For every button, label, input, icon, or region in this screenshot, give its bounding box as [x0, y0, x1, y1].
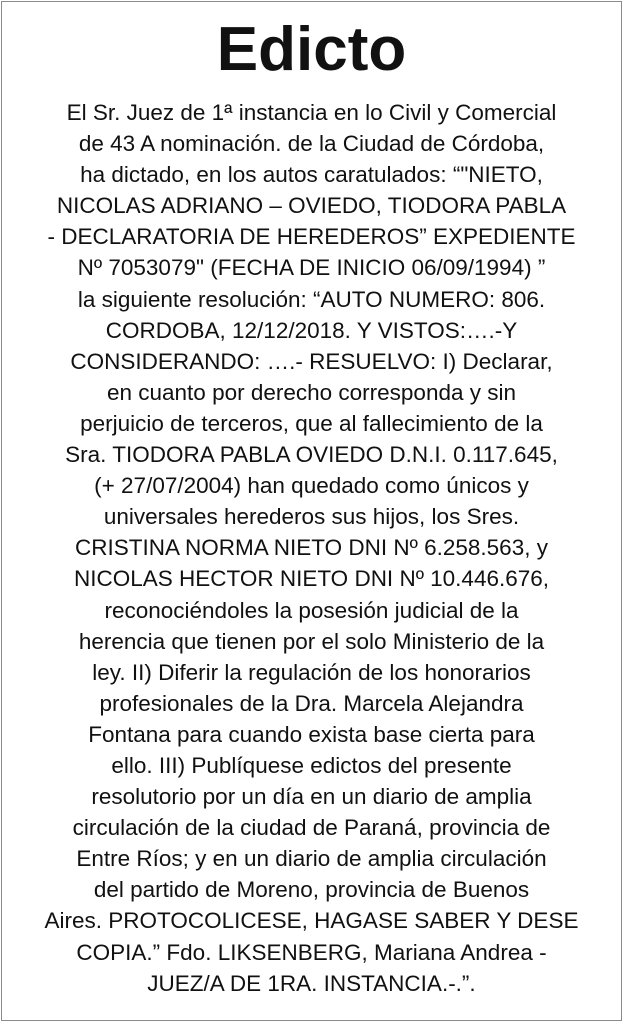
body-text-line: CONSIDERANDO: ….- RESUELVO: I) Declarar,: [70, 348, 553, 374]
document-title: Edicto: [216, 15, 407, 84]
body-text-line: - DECLARATORIA DE HEREDEROS” EXPEDIENTE: [47, 224, 576, 250]
body-text-line: CORDOBA, 12/12/2018. Y VISTOS:….-Y: [105, 317, 518, 343]
body-text-line: en cuanto por derecho corresponda y sin: [106, 379, 516, 405]
body-text-line: (+ 27/07/2004) han quedado como únicos y: [94, 473, 529, 499]
body-text-line: Fontana para cuando exista base cierta para: [88, 721, 535, 747]
body-text-line: resolutorio por un día en un diario de amplia: [91, 784, 532, 810]
body-text-line: Sra. TIODORA PABLA OVIEDO D.N.I. 0.117.645,: [65, 442, 558, 468]
body-text-line: la siguiente resolución: “AUTO NUMERO: 806.: [77, 286, 546, 312]
body-text-line: ley. II) Diferir la regulación de los honorarios: [92, 659, 531, 685]
body-text-line: profesionales de la Dra. Marcela Alejandra: [99, 690, 524, 716]
body-text-line: NICOLAS ADRIANO – OVIEDO, TIODORA PABLA: [56, 193, 567, 219]
body-text-line: herencia que tienen por el solo Ministerio de la: [78, 628, 545, 654]
body-text-line: COPIA.” Fdo. LIKSENBERG, Mariana Andrea -: [76, 939, 547, 965]
edict-frame: [1, 1, 622, 1021]
body-text-line: ha dictado, en los autos caratulados: “"NIETO,: [80, 162, 543, 188]
body-text-line: El Sr. Juez de 1ª instancia en lo Civil y Comercial: [66, 100, 557, 125]
body-text-line: CRISTINA NORMA NIETO DNI Nº 6.258.563, y: [75, 535, 548, 561]
body-text-line: Entre Ríos; y en un diario de amplia circulación: [76, 846, 547, 872]
body-text-line: ello. III) Publíquese edictos del presente: [111, 752, 512, 778]
body-text-line: circulación de la ciudad de Paraná, provincia de: [72, 815, 551, 841]
body-text-line: perjuicio de terceros, que al fallecimiento de la: [80, 410, 543, 436]
body-text-line: JUEZ/A DE 1RA. INSTANCIA.-.”.: [147, 970, 476, 996]
body-text-line: Aires. PROTOCOLICESE, HAGASE SABER Y DESE: [44, 908, 579, 934]
edict-body: [2, 97, 621, 999]
body-text-line: universales herederos sus hijos, los Sres.: [103, 504, 520, 530]
body-text-line: del partido de Moreno, provincia de Buenos: [93, 877, 530, 903]
body-text-line: reconociéndoles la posesión judicial de la: [104, 597, 519, 623]
body-text-line: Nº 7053079" (FECHA DE INICIO 06/09/1994) ”: [77, 255, 546, 281]
body-text-line: NICOLAS HECTOR NIETO DNI Nº 10.446.676,: [73, 566, 550, 592]
body-text-line: de 43 A nominación. de la Ciudad de Córdoba,: [78, 131, 545, 157]
